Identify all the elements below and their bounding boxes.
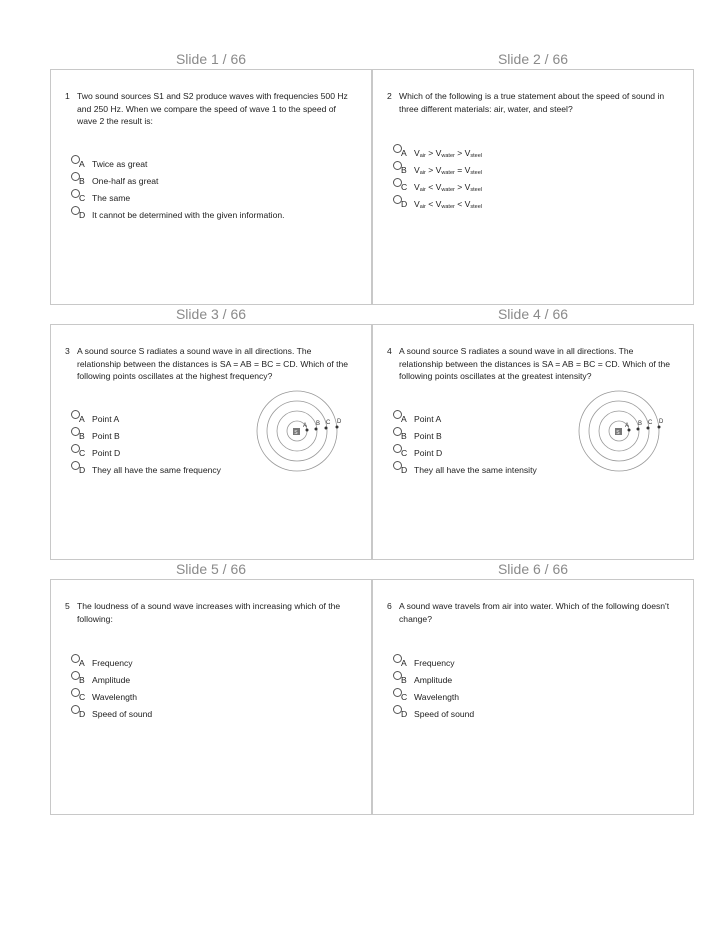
slide-6: 6 A sound wave travels from air into water. Which of the following doesn't change? A Frequency B Amplitude C Wavelength D Speed of sound (372, 579, 694, 815)
point-c-dot (647, 427, 650, 430)
question-number: 5 (65, 601, 70, 611)
slide-2-title: Slide 2 / 66 (497, 51, 569, 67)
slide-3-title: Slide 3 / 66 (175, 306, 247, 322)
question-number: 6 (387, 601, 392, 611)
question-number: 3 (65, 346, 70, 356)
question-3 (65, 345, 355, 383)
point-d-dot (658, 426, 661, 429)
sound-wave-diagram (575, 387, 675, 477)
point-a-label: A (303, 423, 308, 429)
point-b-dot (637, 428, 640, 431)
question-text: Which of the following is a true statement about the speed of sound in three different materials: air, water, and steel? (399, 91, 665, 114)
question-number: 4 (387, 346, 392, 356)
slide-4-title: Slide 4 / 66 (497, 306, 569, 322)
point-a-label: A (625, 423, 630, 429)
question-text: A sound source S radiates a sound wave in all directions. The relationship between the distances is SA = AB = BC = CD. Which of the following points oscillates at the greatest intensity? (399, 346, 671, 382)
slide-1-title: Slide 1 / 66 (175, 51, 247, 67)
question-5 (65, 600, 355, 625)
question-text: A sound source S radiates a sound wave in all directions. The relationship between the distances is SA = AB = BC = CD. Which of the following points oscillates at the highest frequency? (77, 346, 349, 382)
point-d-dot (336, 426, 339, 429)
question-number: 1 (65, 91, 70, 101)
point-d-label: D (337, 419, 342, 425)
slide-1: 1 Two sound sources S1 and S2 produce waves with frequencies 500 Hz and 250 Hz. When we compare the speed of wave 1 to the speed of wave 2 the result is: A Twice as great B One-half as great C The same D It cannot be determined with the given information. (50, 69, 372, 305)
source-label: S (616, 430, 620, 436)
question-number: 2 (387, 91, 392, 101)
slide-5: 5 The loudness of a sound wave increases with increasing which of the following: A Frequency B Amplitude C Wavelength D Speed of sound (50, 579, 372, 815)
slide-4: 4 A sound source S radiates a sound wave in all directions. The relationship between the distances is SA = AB = BC = CD. Which of the following points oscillates at the greatest intensity? A Point A B Point B C Point D D They all have the same intensity S A B C D (372, 324, 694, 560)
point-b-dot (315, 428, 318, 431)
slide-3: 3 A sound source S radiates a sound wave in all directions. The relationship between the distances is SA = AB = BC = CD. Which of the following points oscillates at the highest frequency? A Point A B Point B C Point D D They all have the same frequency S A B C D (50, 324, 372, 560)
question-text: Two sound sources S1 and S2 produce waves with frequencies 500 Hz and 250 Hz. When we compare the speed of wave 1 to the speed of wave 2 the result is: (77, 91, 348, 127)
point-d-label: D (659, 419, 664, 425)
point-c-label: C (326, 420, 331, 426)
slide-6-title: Slide 6 / 66 (497, 561, 569, 577)
question-6 (387, 600, 677, 625)
question-1 (65, 90, 355, 128)
question-4 (387, 345, 677, 383)
question-2 (387, 90, 677, 115)
point-b-label: B (316, 421, 321, 427)
slide-2: 2 Which of the following is a true statement about the speed of sound in three different materials: air, water, and steel? A $V_{air} > V_{water} > V_{steel}$ B $V_{air} > V_{water} = V_{steel}$ C $V_{air} < V_{water} > V_{steel}$ D $V_{air} < V_{water} < V_{steel}$ (372, 69, 694, 305)
question-text: A sound wave travels from air into water. Which of the following doesn't change? (399, 601, 670, 624)
question-text: The loudness of a sound wave increases with increasing which of the following: (77, 601, 341, 624)
source-label: S (294, 430, 298, 436)
point-b-label: B (638, 421, 643, 427)
point-c-dot (325, 427, 328, 430)
sound-wave-diagram (253, 387, 353, 477)
point-c-label: C (648, 420, 653, 426)
slide-5-title: Slide 5 / 66 (175, 561, 247, 577)
